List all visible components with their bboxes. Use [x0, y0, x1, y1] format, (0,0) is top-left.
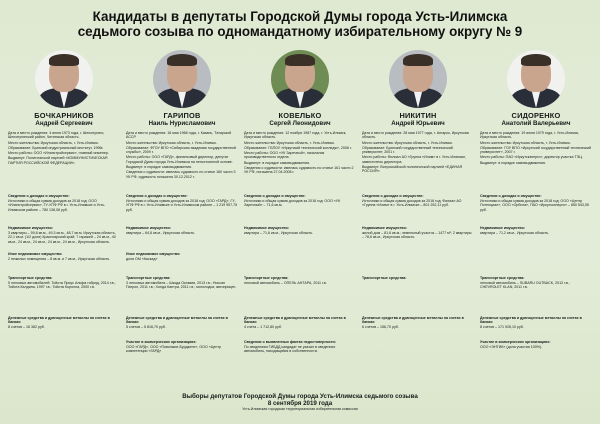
- candidate-columns: [8, 50, 592, 386]
- bio-row: Место работы: ООО «УК Заречный», начальник производственного отдела.: [244, 151, 325, 160]
- section-heading: Участие в коммерческих организациях:: [480, 340, 551, 344]
- section-body: 6 счетов – 156,70 руб.: [362, 325, 399, 330]
- bio-row: Выдвинут: в порядке самовыдвижения.: [244, 160, 310, 165]
- section-body: 5 счетов – 5 816,70 руб.: [126, 325, 166, 330]
- section-heading: Транспортные средства:: [126, 276, 171, 280]
- section-income: [244, 194, 356, 208]
- section-heading: Сведения о доходах и имуществе:: [126, 194, 188, 198]
- section-heading: Недвижимое имущество:: [8, 226, 53, 230]
- section-heading: Недвижимое имущество:: [480, 226, 525, 230]
- section-funds: [126, 316, 238, 330]
- section-heading: Транспортные средства:: [362, 276, 407, 280]
- section-funds: [8, 316, 120, 330]
- bio-row: Место жительства: Иркутская область, г. Усть-Илимск.: [480, 140, 571, 145]
- candidate-photo: [389, 50, 447, 108]
- candidate-card: [244, 50, 356, 386]
- section-heading: Недвижимое имущество:: [362, 226, 407, 230]
- bio-row: Выдвинут: Политической партией «КОММУНИСТИЧЕСКАЯ ПАРТИЯ РОССИЙСКОЙ ФЕДЕРАЦИИ».: [8, 156, 108, 165]
- bio-row: Место работы: ООО «Иланстройсервис», главный инженер.: [8, 151, 109, 156]
- bio-row: Выдвинут: в порядке самовыдвижения.: [480, 160, 546, 165]
- section-heading: Недвижимое имущество:: [126, 226, 171, 230]
- section-heading: Денежные средства и драгоценные металлы на счетах в банках:: [244, 316, 346, 325]
- section-funds: [480, 316, 592, 330]
- candidate-surname: КОВЕЛЬКО: [278, 111, 322, 120]
- footer-election-date: 8 сентября 2019 года: [267, 400, 333, 407]
- section-other: [8, 252, 120, 261]
- section-transport: [480, 276, 592, 290]
- section-income: [480, 194, 592, 212]
- section-heading: Транспортные средства:: [8, 276, 53, 280]
- footer-commission: Усть-Илимская городская территориальная избирательная комиссия: [242, 407, 358, 411]
- section-heading: Сведения о доходах и имуществе:: [244, 194, 306, 198]
- candidate-photo: [507, 50, 565, 108]
- section-body: доля ОМ «Каскад»: [126, 256, 158, 261]
- section-body: квартира – 71,2 кв.м., Иркутская область.: [480, 230, 550, 235]
- section-heading: Транспортные средства:: [244, 276, 289, 280]
- footer-election-title: Выборы депутатов Городской Думы города Усть-Илимска седьмого созыва: [182, 393, 418, 400]
- bio-row: Образование: ФГОУ ВПО «Сибирская академия государственной службы», 2009 г.: [126, 145, 236, 155]
- section-heading: Денежные средства и драгоценные металлы на счетах в банках:: [8, 316, 110, 325]
- title-line-1: Кандидаты в депутаты Городской Думы города Усть-Илимска: [92, 9, 508, 24]
- section-property: [244, 226, 356, 235]
- section-body: ООО «ГАРД», ООО «Поволжие-Бурджеэт», ООО «Центр компетенции «ГАРД»: [126, 344, 222, 354]
- section-body: 3 легковых автомобиля – Шкода Октавия, 2013 г.в.; Ниссан Патрол, 2011 г.в.; Хонда Кантра, 2011 г.в.; мотолодка; автоприцеп.: [126, 280, 237, 290]
- bio-row: Дата и место рождения: 4 июля 1973 года, г. Шелопугино, Шелопугинский район, Читинская область.: [8, 131, 105, 140]
- bio-row: Образование: ГБПОУ «Иркутский технический колледж», 2006 г.: [244, 145, 352, 150]
- candidate-name: Анатолий Валерьевич: [501, 120, 571, 127]
- section-body: 8 счетов – 16 362 руб.: [8, 325, 45, 330]
- candidate-name: Андрей Сергеевич: [35, 120, 93, 127]
- section-heading: Иное недвижимое имущество:: [8, 252, 63, 256]
- candidate-bio: [244, 131, 356, 175]
- section-body: Источники и общая сумма доходов за 2018 год: ООО «Иланстройсервис», ГУ-УПФ РФ в г. Усть-Илимске и Усть-Илимском районе – 780 138,08 руб.: [8, 198, 106, 212]
- section-heading: Иное недвижимое имущество:: [126, 252, 181, 256]
- section-heading: Сведения о доходах и имуществе:: [362, 194, 424, 198]
- section-body: 2 нежилых помещения – 8 кв.м. и 7 кв.м., Иркутская область.: [8, 256, 111, 261]
- section-extra: [244, 340, 356, 354]
- section-heading: Участие в коммерческих организациях:: [126, 340, 197, 344]
- section-transport: [126, 276, 238, 290]
- section-property: [480, 226, 592, 235]
- candidate-name: Сергей Леонидович: [269, 120, 331, 127]
- candidate-surname: НИКИТИН: [399, 111, 437, 120]
- section-heading: Денежные средства и драгоценные металлы на счетах в банках:: [480, 316, 582, 325]
- section-heading: Сведения о доходах и имуществе:: [480, 194, 542, 198]
- bio-row: Сведения о судимости: имелась судимость по статье 161 части 2 УК РФ, погашена 27.04.2008 г.: [244, 165, 354, 175]
- candidate-card: [362, 50, 474, 386]
- section-property: [126, 226, 238, 235]
- bio-row: Образование: Братский индустриальный институт, 1996г.: [8, 145, 104, 150]
- section-body: 4 счета – 1 712,80 руб.: [244, 325, 282, 330]
- candidate-card: [126, 50, 238, 386]
- candidate-bio: [480, 131, 592, 165]
- section-other: [126, 252, 238, 261]
- section-income: [8, 194, 120, 212]
- bio-row: Место работы: ООО «ГАРД», финансовый директор, депутат Городской Думы города Усть-Илимска на непостоянной основе.: [126, 155, 233, 164]
- bio-row: Выдвинут: в порядке самовыдвижения.: [126, 165, 192, 170]
- candidate-surname: СИДОРЕНКО: [511, 111, 561, 120]
- bio-row: Дата и место рождения: 28 мая 1977 года, г. Ангарск, Иркутская область.: [362, 131, 469, 140]
- bio-row: Дата и место рождения: 12 ноября 1987 года, г. Усть-Илимск, Иркутская область.: [244, 131, 347, 140]
- section-body: легковой автомобиль – SUBARU OUTBACK, 2012 г.в., CHEVROLET KLAN, 2011 г.в.: [480, 280, 570, 290]
- page-title: [0, 9, 600, 39]
- bio-row: Дата и место рождения: 19 июля 1979 года, г. Усть-Илимск, Иркутская область.: [480, 131, 580, 140]
- section-body: 8 счетов – 171 926,10 руб.: [480, 325, 524, 330]
- section-transport: [8, 276, 120, 290]
- section-heading: Сведения о доходах и имуществе:: [8, 194, 70, 198]
- section-body: Источники и общая сумма доходов за 2018 год: ООО «Центр Потенциал», ООО «Орбита», ПАО «Иркутскэнерго» – 850 543,05 руб.: [480, 198, 589, 212]
- section-body: квартира – 71,6 кв.м., Иркутская область.: [244, 230, 314, 235]
- bio-row: Образование: Братский государственный технический университет, 2001 г.: [362, 145, 453, 155]
- bio-row: Место жительства: Иркутская область, г. Усть-Илимск.: [8, 140, 99, 145]
- section-extra: [480, 340, 592, 349]
- section-body: По сведениям ГИБДД кандидат не указал в сведениях автомобиль, находящийся в собственности.: [244, 344, 336, 354]
- section-funds: [362, 316, 474, 330]
- bio-row: Образование: ГОУ ВПО «Иркутский государственный технический университет», 2007 г.: [480, 145, 592, 155]
- candidate-bio: [126, 131, 238, 179]
- candidate-bio: [8, 131, 120, 165]
- section-extra: [126, 340, 238, 354]
- section-heading: Денежные средства и драгоценные металлы на счетах в банках:: [126, 316, 228, 325]
- bio-row: Место жительства: Иркутская область, г. Усть-Илимск.: [362, 140, 453, 145]
- section-body: Источники и общая сумма доходов за 2018 год: ООО «ГАРД», ГУ-УПФ РФ в г. Усть-Илимске и Усть-Илимском районе – 1 219 957,75 руб.: [126, 198, 238, 212]
- section-property: [362, 226, 474, 240]
- candidate-card: [8, 50, 120, 386]
- section-body: легковой автомобиль – ОПЕЛЬ АНТАРА, 2011 г.в.: [244, 280, 327, 285]
- section-body: 3 квартиры – 59,8 кв.м., 49,3 кв.м., 48,7 кв.м. Иркутская область, 22,1 кв.м. (1/2 доли) Красноярский край; 7 гаражей – 24 кв.м., 40 кв.м., 24 кв.м., 24 кв.м., 24 кв.м., 24 кв.м., Иркутская область.: [8, 230, 116, 244]
- section-heading: Сведения о выявленных фактах недостоверности:: [244, 340, 336, 344]
- candidate-surname: БОЧКАРНИКОВ: [34, 111, 94, 120]
- bio-row: Место работы: ПАО «Иркутскэнерго», директор участка ТЭЦ.: [480, 155, 583, 160]
- candidate-photo: [153, 50, 211, 108]
- footer: [0, 393, 600, 412]
- bio-row: Место работы: Филиал АО «Группа «Илим» в г. Усть-Илимске, заместитель директора.: [362, 155, 467, 164]
- section-body: 5 легковых автомобилей: Тойота Приус Альфа гибрид, 2014 г.в.; Тойота Калдина, 1997 г.в.; Тойота Королла, 2000 г.в.: [8, 280, 116, 290]
- section-property: [8, 226, 120, 244]
- candidate-name: Наиль Нурисламович: [148, 120, 216, 127]
- bio-row: Место жительства: Иркутская область, г. Усть-Илимск.: [126, 140, 217, 145]
- section-body: квартира – 64,8 кв.м., Иркутская область.: [126, 230, 196, 235]
- bio-row: Выдвинут: Всероссийской политической партией «ЕДИНАЯ РОССИЯ».: [362, 165, 463, 174]
- candidate-name: Андрей Юрьевич: [391, 120, 445, 127]
- candidate-bio: [362, 131, 474, 174]
- section-income: [362, 194, 474, 208]
- section-transport: [244, 276, 356, 285]
- section-body: жилой дом – 81,6 кв.м.; земельный участок – 1477 м²; 2 квартиры – 78,6 кв.м., Иркутская область.: [362, 230, 472, 240]
- section-income: [126, 194, 238, 212]
- bio-row: Сведения о судимости: имелась судимость по статье 160 части 3 УК РФ, судимость погашена 30.12.2012 г.: [126, 170, 236, 179]
- section-funds: [244, 316, 356, 330]
- section-body: ООО «ЭНТИК» (доля участия 100%).: [480, 344, 543, 349]
- section-heading: Недвижимое имущество:: [244, 226, 289, 230]
- title-line-2: седьмого созыва по одномандатному избирательному округу № 9: [77, 24, 523, 39]
- section-transport: [362, 276, 474, 281]
- bio-row: Дата и место рождения: 16 мая 1966 года, г. Казань, Татарской АССР.: [126, 131, 232, 140]
- section-heading: Денежные средства и драгоценные металлы на счетах в банках:: [362, 316, 464, 325]
- section-body: Источники и общая сумма доходов за 2018 год: Филиал АО «Группа «Илим» в г. Усть-Илимске – 801 252,11 руб.: [362, 198, 462, 208]
- section-body: Источники и общая сумма доходов за 2018 год: ООО «УК Заречный» – 71,6 кв.м.: [244, 198, 341, 208]
- candidate-card: [480, 50, 592, 386]
- candidate-photo: [271, 50, 329, 108]
- section-heading: Транспортные средства:: [480, 276, 525, 280]
- candidate-photo: [35, 50, 93, 108]
- bio-row: Место жительства: Иркутская область, г. Усть-Илимск.: [244, 140, 335, 145]
- candidate-surname: ГАРИПОВ: [163, 111, 201, 120]
